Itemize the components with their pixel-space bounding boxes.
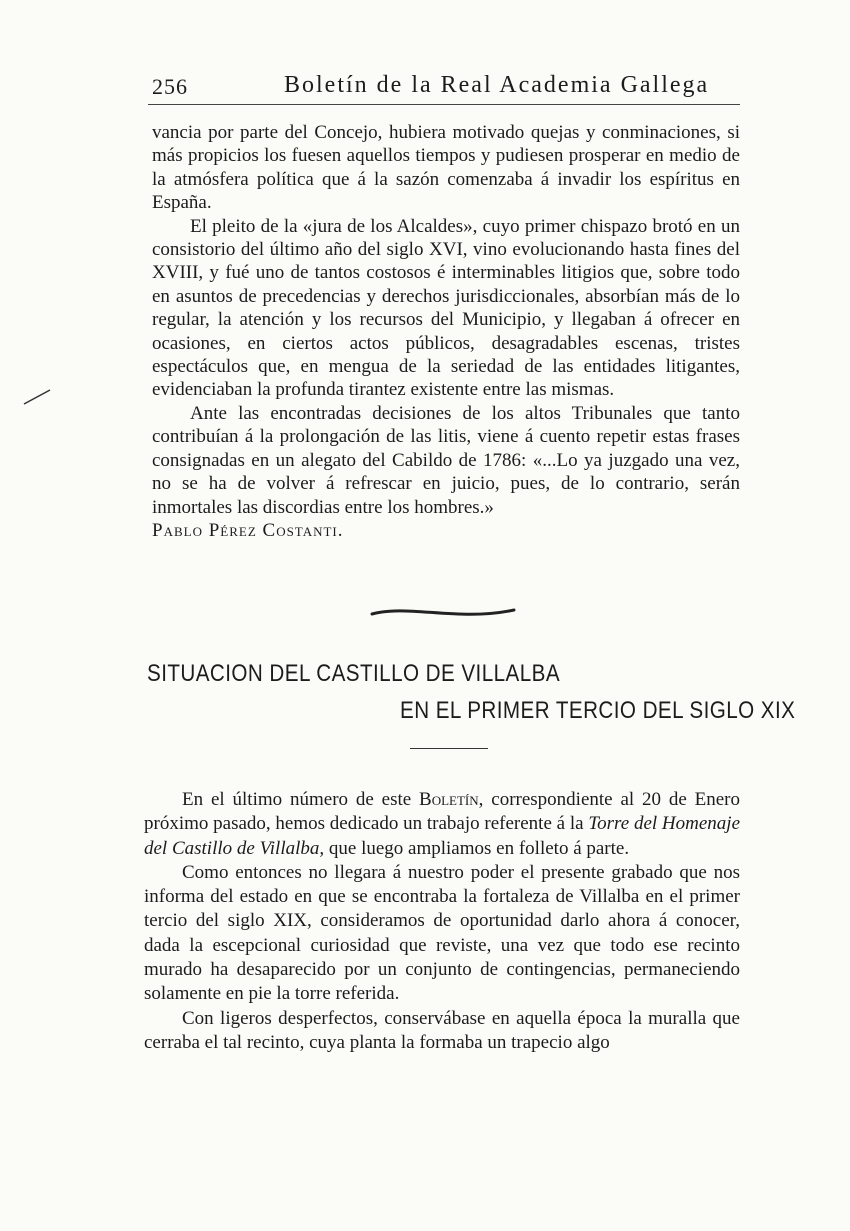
text-run: En el último número de este xyxy=(182,789,412,810)
running-head xyxy=(148,70,740,106)
section-divider-flourish xyxy=(368,598,518,626)
paragraph xyxy=(144,788,740,861)
paragraph: Como entonces no llegara á nuestro poder el presente grabado que nos informa del estado en que se encontraba la fortaleza de Villalba en el primer tercio del siglo XIX, consideramos de oportunidad darlo ahora á conocer, dada la escepcional curiosidad que reviste, una vez que todo ese recinto murado ha desaparecido por un conjunto de contingencias, permaneciendo solamente en pie la torre referida. xyxy=(144,861,740,1005)
paragraph: Ante las encontradas decisiones de los altos Tribunales que tanto contribuían á la prolongación de las litis, viene á cuento repetir estas frases consignadas en un alegato del Cabildo de 1786: «...Lo ya juzgado una vez, no se ha de volver á refrescar en juicio, pues, de lo contrario, serán inmortales las discordias entre los hombres.» xyxy=(152,402,740,518)
journal-title: Boletín de la Real Academia Gallega xyxy=(284,72,710,98)
italic-title: Torre del Homenaje del Castillo de Villalba, xyxy=(144,813,741,859)
margin-mark xyxy=(22,386,52,406)
paragraph: vancia por parte del Concejo, hubiera motivado quejas y conminaciones, si más propicios los fuesen aquellos tiempos y pudiesen prosperar en medio de la atmósfera política que á la sazón comenzaba á invadir los espíritus en España. xyxy=(152,122,740,214)
article-continuation xyxy=(152,121,740,542)
page-number: 256 xyxy=(152,74,188,99)
journal-name: Boletín, xyxy=(419,789,484,810)
paragraph: El pleito de la «jura de los Alcaldes», cuyo primer chispazo brotó en un consistorio del último año del siglo XVI, vino evolucionando hasta fines del XVIII, y fué uno de tantos costosos é interminables litigios que, sobre todo en asuntos de precedencias y derechos jurisdiccionales, absorbían más de lo regular, la atención y los recursos del Municipio, y llegaban á ofrecer en ocasiones, en ciertos actos públicos, desagradables escenas, tristes espectáculos que, en mengua de la seriedad de las entidades litigantes, evidenciaban la profunda tirantez existente entre las mismas. xyxy=(152,215,740,401)
paragraph: Con ligeros desperfectos, conservábase en aquella época la muralla que cerraba el tal recinto, cuya planta la formaba un trapecio algo xyxy=(144,1007,740,1053)
text-run: que luego ampliamos en folleto á parte. xyxy=(328,837,630,859)
header-rule xyxy=(148,104,740,105)
title-rule xyxy=(410,748,488,749)
article-body xyxy=(144,788,740,1055)
author-signature: Pablo Pérez Costanti. xyxy=(152,519,344,541)
article-title-line2: EN EL PRIMER TERCIO DEL SIGLO XIX xyxy=(400,697,796,724)
text-run: correspondiente al 20 de Enero próximo pasado, hemos dedicado un trabajo referente á la xyxy=(144,789,741,835)
article-title-line1: SITUACION DEL CASTILLO DE VILLALBA xyxy=(147,660,561,687)
